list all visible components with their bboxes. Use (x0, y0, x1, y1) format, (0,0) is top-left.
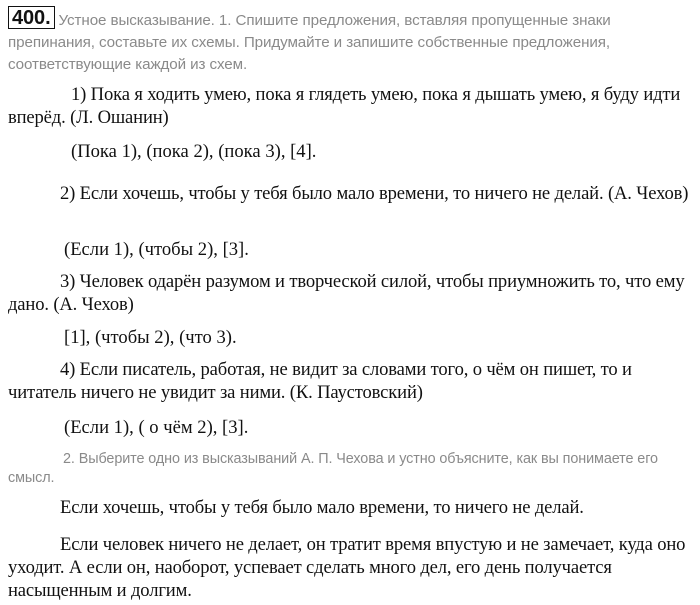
task-2-text: 2. Выберите одно из высказываний А. П. Чехова и устно объясните, как вы понимаете его смысл. (8, 451, 658, 486)
answer-quote: Если хочешь, чтобы у тебя было мало времени, то ничего не делай. (60, 497, 584, 518)
sentence-4: 4) Если писатель, работая, не видит за словами того, о чём он пишет, то и читатель ничего не увидит за ними. (К. Паустовский) (8, 359, 632, 403)
scheme-1: (Пока 1), (пока 2), (пока 3), [4]. (71, 141, 317, 162)
scheme-3: [1], (чтобы 2), (что 3). (64, 327, 237, 348)
sentence-2: 2) Если хочешь, чтобы у тебя было мало времени, то ничего не делай. (А. Чехов) (60, 183, 689, 204)
sentence-1: 1) Пока я ходить умею, пока я глядеть умею, пока я дышать умею, я буду идти вперёд. (Л. Ошанин) (8, 84, 681, 128)
answer-explanation: Если человек ничего не делает, он тратит время впустую и не замечает, куда оно уходит. А если он, наоборот, успевает сделать много дел, его день получается насыщенным и долгим. (8, 534, 686, 601)
exercise-number: 400. (8, 6, 55, 29)
exercise-instruction: Устное высказывание. 1. Спишите предложения, вставляя пропущенные знаки препинания, составьте их схемы. Придумайте и запишите собственные предложения, соответствующие каждой из схем. (8, 12, 611, 73)
scheme-4: (Если 1), ( о чём 2), [3]. (64, 417, 249, 438)
scheme-2: (Если 1), (чтобы 2), [3]. (64, 239, 249, 260)
task-2-instruction (8, 450, 693, 488)
exercise-header (8, 6, 696, 76)
sentence-3: 3) Человек одарён разумом и творческой силой, чтобы приумножить то, что ему дано. (А. Чехов) (8, 271, 685, 315)
